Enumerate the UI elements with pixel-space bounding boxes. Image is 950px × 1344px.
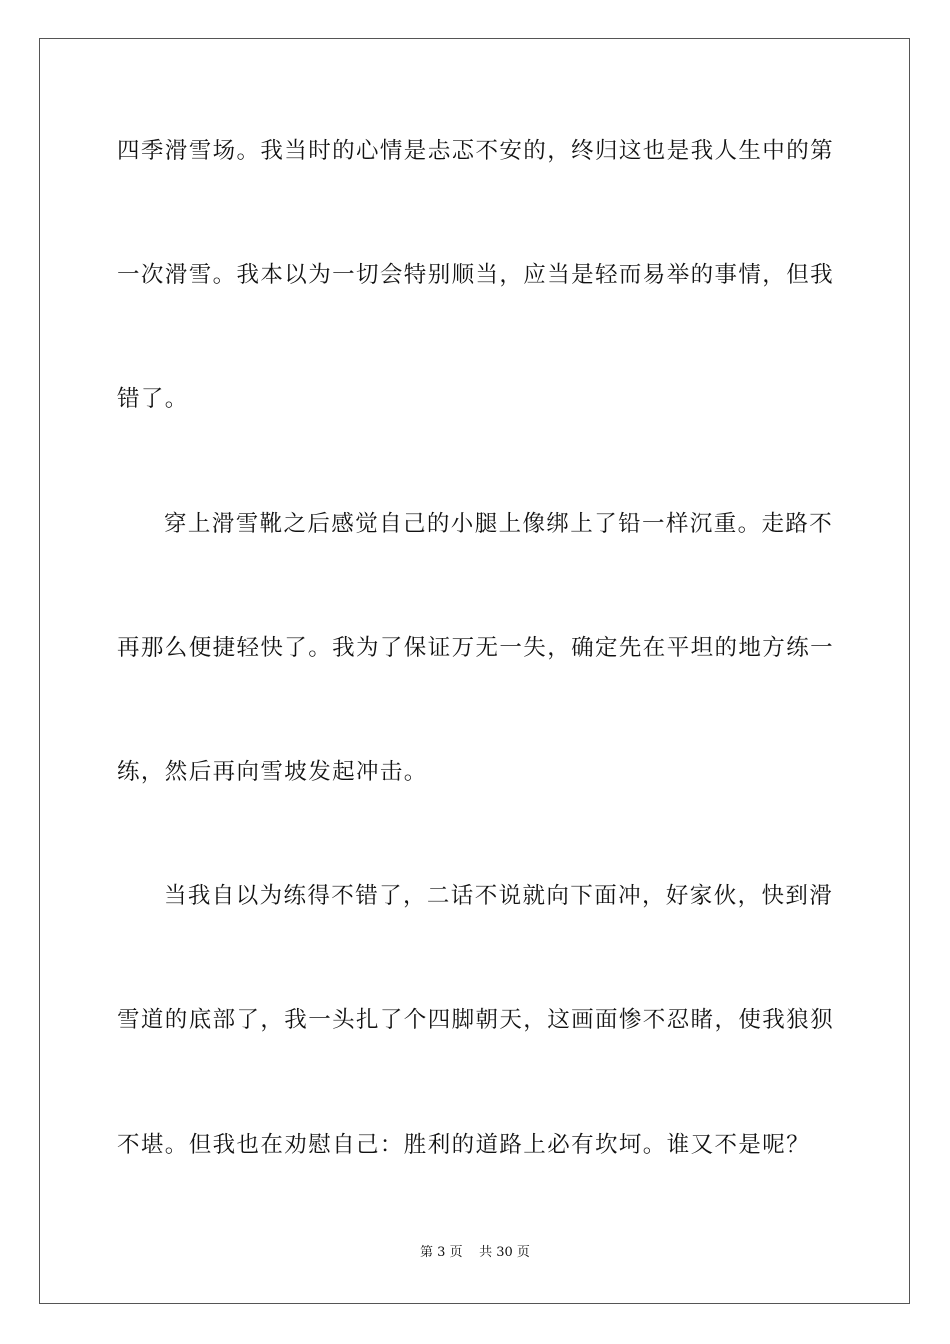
- paragraph-line: 四季滑雪场。我当时的心情是忐忑不安的，终归这也是我人生中的第: [117, 138, 835, 164]
- paragraph-line: 当我自以为练得不错了，二话不说就向下面冲，好家伙，快到滑: [164, 883, 834, 909]
- paragraph-line: 雪道的底部了，我一头扎了个四脚朝天，这画面惨不忍睹，使我狼狈: [117, 1007, 835, 1033]
- paragraph-line: 错了。: [117, 386, 189, 412]
- page-number: 第 3 页: [420, 1245, 463, 1260]
- paragraph-line: 不堪。但我也在劝慰自己：胜利的道路上必有坎坷。谁又不是呢？: [117, 1132, 811, 1158]
- paragraph-line: 练，然后再向雪坡发起冲击。: [117, 759, 428, 785]
- paragraph-line: 再那么便捷轻快了。我为了保证万无一失，确定先在平坦的地方练一: [117, 635, 835, 661]
- paragraph-line: 一次滑雪。我本以为一切会特别顺当，应当是轻而易举的事情，但我: [117, 262, 835, 288]
- paragraph-line: 穿上滑雪靴之后感觉自己的小腿上像绑上了铅一样沉重。走路不: [164, 511, 834, 537]
- page-border: [39, 38, 910, 1304]
- page-total: 共 30 页: [479, 1245, 530, 1260]
- page-footer: [0, 1244, 950, 1262]
